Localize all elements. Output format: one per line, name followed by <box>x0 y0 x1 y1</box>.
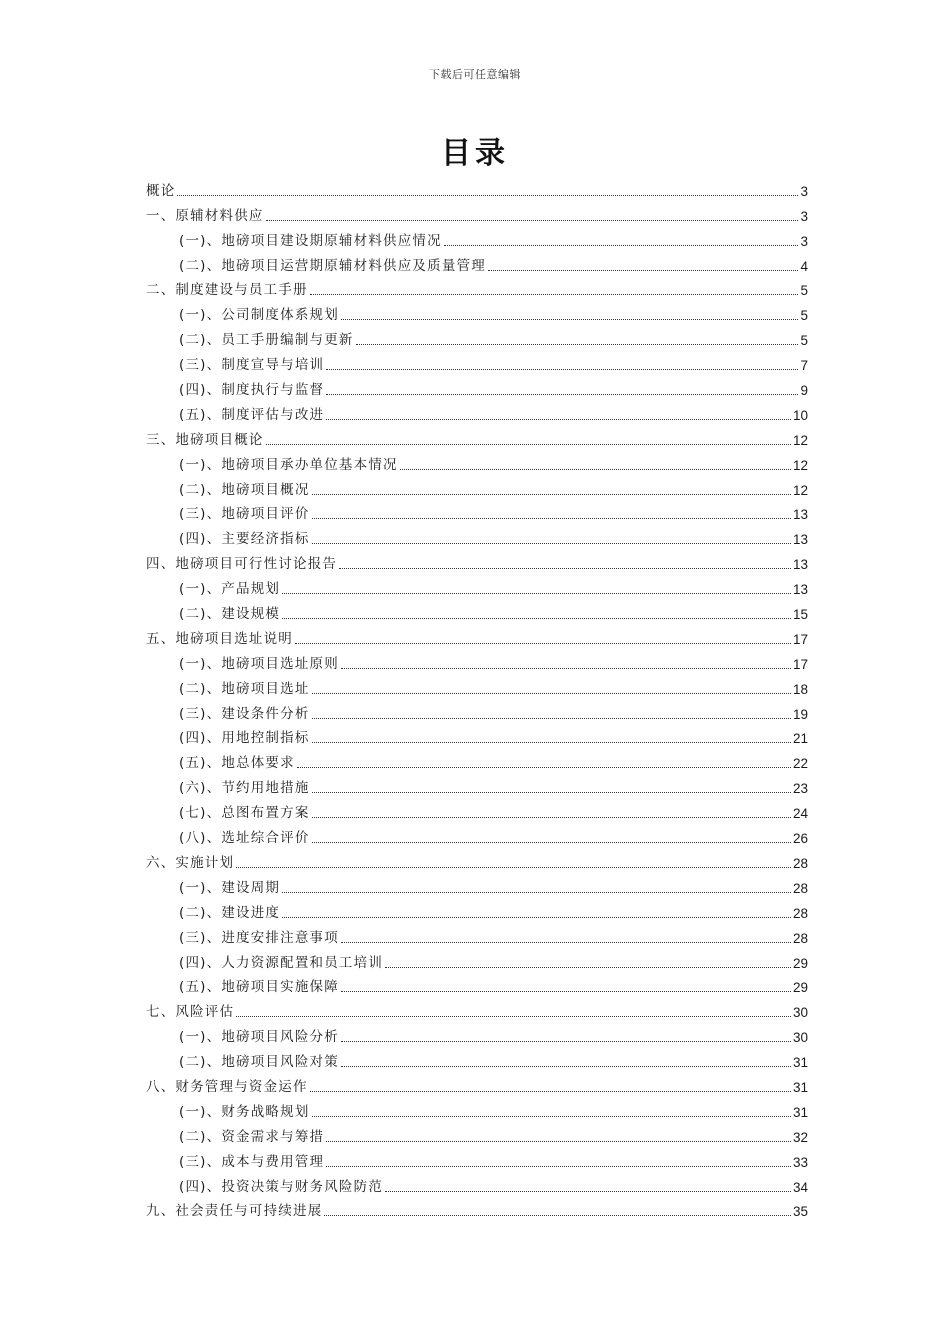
toc-page-number: 31 <box>792 1055 808 1071</box>
toc-entry-label: (二)、建设规模 <box>179 606 281 623</box>
toc-entry-label: (七)、总图布置方案 <box>179 805 310 822</box>
toc-section-entry[interactable] <box>146 299 808 324</box>
toc-dot-leader <box>282 917 791 918</box>
toc-section-entry[interactable] <box>146 399 808 424</box>
toc-page-number: 13 <box>792 507 808 523</box>
toc-section-entry[interactable] <box>146 1021 808 1046</box>
toc-section-entry[interactable] <box>146 1096 808 1121</box>
toc-section-entry[interactable] <box>146 897 808 922</box>
toc-entry-label: (一)、产品规划 <box>179 581 281 598</box>
toc-entry-label: (一)、建设周期 <box>179 879 281 896</box>
toc-page-number: 15 <box>792 607 808 623</box>
toc-section-entry[interactable] <box>146 872 808 897</box>
toc-entry-label: 八、财务管理与资金运作 <box>146 1078 308 1095</box>
toc-section-entry[interactable] <box>146 797 808 822</box>
toc-entry-label: 二、制度建设与员工手册 <box>146 282 308 299</box>
toc-dot-leader <box>236 867 791 868</box>
toc-entry-label: (二)、地磅项目风险对策 <box>179 1054 339 1071</box>
toc-dot-leader <box>177 195 798 196</box>
toc-chapter-entry[interactable] <box>146 175 808 200</box>
toc-entry-label: (二)、建设进度 <box>179 904 281 921</box>
toc-entry-label: (三)、地磅项目评价 <box>179 506 310 523</box>
toc-dot-leader <box>312 543 791 544</box>
toc-dot-leader <box>312 494 791 495</box>
table-of-contents <box>146 175 808 1220</box>
toc-dot-leader <box>312 842 791 843</box>
toc-entry-label: (二)、地磅项目概况 <box>179 481 310 498</box>
toc-dot-leader <box>266 444 791 445</box>
toc-entry-label: (五)、地总体要求 <box>179 755 295 772</box>
toc-dot-leader <box>356 344 799 345</box>
toc-chapter-entry[interactable] <box>146 275 808 300</box>
toc-entry-label: (一)、地磅项目承办单位基本情况 <box>179 456 398 473</box>
toc-dot-leader <box>341 1041 791 1042</box>
page-title: 目录 <box>441 136 509 171</box>
toc-dot-leader <box>266 220 799 221</box>
toc-section-entry[interactable] <box>146 822 808 847</box>
toc-section-entry[interactable] <box>146 648 808 673</box>
toc-dot-leader <box>341 319 799 320</box>
toc-entry-label: (四)、人力资源配置和员工培训 <box>179 954 384 971</box>
toc-entry-label: (一)、地磅项目建设期原辅材料供应情况 <box>179 232 442 249</box>
toc-page-number: 12 <box>792 482 808 498</box>
toc-entry-label: (五)、地磅项目实施保障 <box>179 979 339 996</box>
toc-section-entry[interactable] <box>146 523 808 548</box>
toc-section-entry[interactable] <box>146 922 808 947</box>
toc-page-number: 12 <box>792 432 808 448</box>
toc-dot-leader <box>341 1066 791 1067</box>
toc-entry-label: (二)、地磅项目运营期原辅材料供应及质量管理 <box>179 257 486 274</box>
toc-chapter-entry[interactable] <box>146 424 808 449</box>
toc-section-entry[interactable] <box>146 225 808 250</box>
toc-page-number: 13 <box>792 557 808 573</box>
toc-page-number: 18 <box>792 681 808 697</box>
toc-entry-label: (五)、制度评估与改进 <box>179 406 325 423</box>
toc-page-number: 12 <box>792 457 808 473</box>
toc-page-number: 28 <box>792 930 808 946</box>
toc-entry-label: (八)、选址综合评价 <box>179 830 310 847</box>
toc-page-number: 13 <box>792 582 808 598</box>
toc-section-entry[interactable] <box>146 1171 808 1196</box>
toc-page-number: 3 <box>800 208 808 224</box>
toc-dot-leader <box>326 369 798 370</box>
toc-chapter-entry[interactable] <box>146 996 808 1021</box>
toc-dot-leader <box>326 394 798 395</box>
toc-section-entry[interactable] <box>146 324 808 349</box>
toc-entry-label: (一)、财务战略规划 <box>179 1103 310 1120</box>
toc-dot-leader <box>341 668 791 669</box>
toc-page-number: 9 <box>800 383 808 399</box>
toc-section-entry[interactable] <box>146 499 808 524</box>
toc-page-number: 17 <box>792 631 808 647</box>
toc-dot-leader <box>310 294 799 295</box>
toc-dot-leader <box>324 1215 791 1216</box>
toc-entry-label: (四)、制度执行与监督 <box>179 382 325 399</box>
toc-dot-leader <box>385 967 791 968</box>
toc-entry-label: (二)、员工手册编制与更新 <box>179 332 354 349</box>
toc-dot-leader <box>312 693 791 694</box>
toc-entry-label: 九、社会责任与可持续进展 <box>146 1203 323 1220</box>
toc-section-entry[interactable] <box>146 250 808 275</box>
toc-entry-label: (四)、用地控制指标 <box>179 730 310 747</box>
toc-section-entry[interactable] <box>146 374 808 399</box>
toc-section-entry[interactable] <box>146 598 808 623</box>
toc-section-entry[interactable] <box>146 723 808 748</box>
toc-section-entry[interactable] <box>146 947 808 972</box>
toc-entry-label: (二)、地磅项目选址 <box>179 680 310 697</box>
toc-chapter-entry[interactable] <box>146 548 808 573</box>
toc-dot-leader <box>341 991 791 992</box>
toc-entry-label: 三、地磅项目概论 <box>146 431 264 448</box>
toc-page-number: 33 <box>792 1154 808 1170</box>
toc-dot-leader <box>400 469 791 470</box>
toc-entry-label: (一)、地磅项目风险分析 <box>179 1029 339 1046</box>
toc-dot-leader <box>326 419 791 420</box>
toc-section-entry[interactable] <box>146 1146 808 1171</box>
toc-chapter-entry[interactable] <box>146 623 808 648</box>
toc-section-entry[interactable] <box>146 449 808 474</box>
toc-entry-label: 五、地磅项目选址说明 <box>146 630 293 647</box>
toc-section-entry[interactable] <box>146 972 808 997</box>
toc-entry-label: (一)、地磅项目选址原则 <box>179 655 339 672</box>
toc-page-number: 23 <box>792 781 808 797</box>
toc-entry-label: (三)、成本与费用管理 <box>179 1153 325 1170</box>
toc-section-entry[interactable] <box>146 1121 808 1146</box>
toc-dot-leader <box>312 718 791 719</box>
toc-section-entry[interactable] <box>146 1046 808 1071</box>
header-note: 下载后可任意编辑 <box>429 68 521 81</box>
toc-dot-leader <box>312 742 791 743</box>
toc-page-number: 17 <box>792 656 808 672</box>
toc-section-entry[interactable] <box>146 698 808 723</box>
toc-page-number: 5 <box>800 333 808 349</box>
toc-dot-leader <box>326 1141 791 1142</box>
toc-dot-leader <box>297 767 791 768</box>
toc-dot-leader <box>236 1016 791 1017</box>
toc-chapter-entry[interactable] <box>146 1071 808 1096</box>
toc-dot-leader <box>312 1116 791 1117</box>
toc-page-number: 28 <box>792 855 808 871</box>
toc-section-entry[interactable] <box>146 772 808 797</box>
toc-page-number: 22 <box>792 756 808 772</box>
toc-entry-label: 六、实施计划 <box>146 854 235 871</box>
toc-dot-leader <box>444 245 799 246</box>
toc-dot-leader <box>295 643 791 644</box>
toc-dot-leader <box>282 618 791 619</box>
toc-entry-label: (二)、资金需求与筹措 <box>179 1128 325 1145</box>
toc-page-number: 10 <box>792 407 808 423</box>
toc-dot-leader <box>310 1091 791 1092</box>
toc-entry-label: 概论 <box>146 182 176 199</box>
toc-page-number: 35 <box>792 1204 808 1220</box>
toc-page-number: 4 <box>800 258 808 274</box>
toc-page-number: 31 <box>792 1104 808 1120</box>
toc-page-number: 7 <box>800 358 808 374</box>
toc-page-number: 3 <box>800 183 808 199</box>
toc-page-number: 3 <box>800 233 808 249</box>
toc-dot-leader <box>326 1166 791 1167</box>
toc-page-number: 28 <box>792 880 808 896</box>
toc-entry-label: (三)、制度宣导与培训 <box>179 357 325 374</box>
toc-section-entry[interactable] <box>146 747 808 772</box>
toc-page-number: 28 <box>792 905 808 921</box>
toc-entry-label: (四)、投资决策与财务风险防范 <box>179 1178 384 1195</box>
toc-entry-label: (三)、建设条件分析 <box>179 705 310 722</box>
toc-dot-leader <box>341 942 791 943</box>
toc-dot-leader <box>312 817 791 818</box>
toc-section-entry[interactable] <box>146 573 808 598</box>
toc-page-number: 34 <box>792 1179 808 1195</box>
toc-entry-label: (六)、节约用地措施 <box>179 780 310 797</box>
toc-entry-label: (三)、进度安排注意事项 <box>179 929 339 946</box>
toc-entry-label: 七、风险评估 <box>146 1004 235 1021</box>
toc-dot-leader <box>282 593 791 594</box>
toc-page-number: 24 <box>792 806 808 822</box>
toc-chapter-entry[interactable] <box>146 200 808 225</box>
toc-page-number: 31 <box>792 1079 808 1095</box>
toc-page-number: 5 <box>800 283 808 299</box>
toc-entry-label: (一)、公司制度体系规划 <box>179 307 339 324</box>
toc-section-entry[interactable] <box>146 349 808 374</box>
toc-page-number: 30 <box>792 1005 808 1021</box>
toc-page-number: 30 <box>792 1030 808 1046</box>
toc-dot-leader <box>282 892 791 893</box>
toc-section-entry[interactable] <box>146 673 808 698</box>
toc-page-number: 29 <box>792 955 808 971</box>
toc-entry-label: (四)、主要经济指标 <box>179 531 310 548</box>
toc-page-number: 29 <box>792 980 808 996</box>
toc-dot-leader <box>339 568 791 569</box>
toc-chapter-entry[interactable] <box>146 1196 808 1221</box>
toc-entry-label: 一、原辅材料供应 <box>146 207 264 224</box>
toc-page-number: 26 <box>792 831 808 847</box>
toc-page-number: 5 <box>800 308 808 324</box>
toc-chapter-entry[interactable] <box>146 847 808 872</box>
toc-page-number: 21 <box>792 731 808 747</box>
toc-page-number: 32 <box>792 1129 808 1145</box>
toc-page-number: 13 <box>792 532 808 548</box>
toc-page-number: 19 <box>792 706 808 722</box>
toc-dot-leader <box>312 518 791 519</box>
toc-entry-label: 四、地磅项目可行性讨论报告 <box>146 556 338 573</box>
toc-section-entry[interactable] <box>146 474 808 499</box>
toc-dot-leader <box>312 792 791 793</box>
toc-dot-leader <box>488 270 799 271</box>
toc-dot-leader <box>385 1191 791 1192</box>
